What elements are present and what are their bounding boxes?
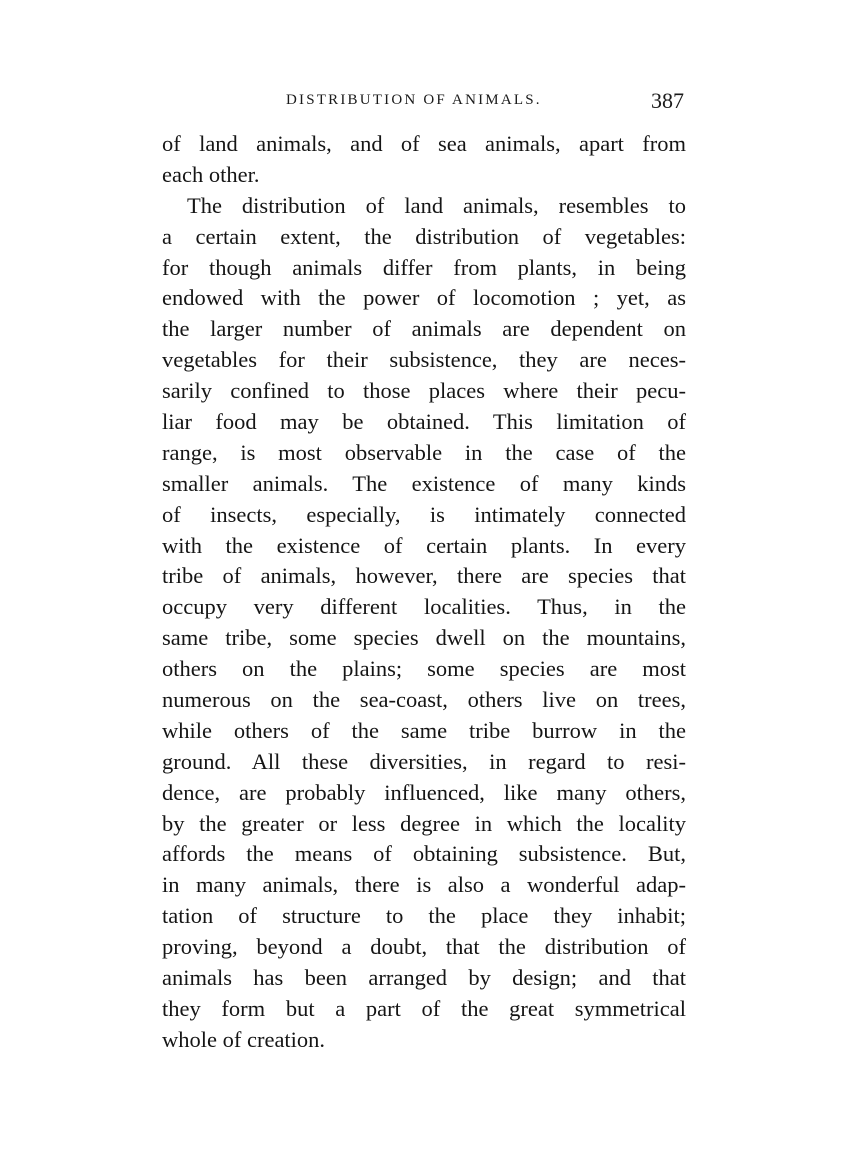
text-line: The distribution of land animals, resembles to xyxy=(187,192,686,218)
text-line: the larger number of animals are dependent on xyxy=(162,316,686,342)
running-title: DISTRIBUTION OF ANIMALS. xyxy=(286,92,542,108)
text-line: endowed with the power of locomotion ; yet, as xyxy=(162,285,686,311)
text-line: tribe of animals, however, there are species that xyxy=(162,563,686,589)
text-line: in many animals, there is also a wonderful adap- xyxy=(162,872,686,898)
text-line: by the greater or less degree in which the locality xyxy=(162,810,686,836)
text-line: each other. xyxy=(162,161,260,187)
text-line: occupy very different localities. Thus, in the xyxy=(162,594,686,620)
text-line: a certain extent, the distribution of vegetables: xyxy=(162,223,686,249)
text-line: animals has been arranged by design; and that xyxy=(162,965,686,991)
text-line: ground. All these diversities, in regard to resi- xyxy=(162,748,686,774)
text-line: smaller animals. The existence of many kinds xyxy=(162,470,686,496)
text-line: same tribe, some species dwell on the mountains, xyxy=(162,625,686,651)
page-number: 387 xyxy=(651,88,684,113)
text-line: of land animals, and of sea animals, apart from xyxy=(162,131,686,156)
text-line: affords the means of obtaining subsistence. But, xyxy=(162,841,686,867)
text-line: tation of structure to the place they inhabit; xyxy=(162,903,686,929)
text-line: range, is most observable in the case of the xyxy=(162,439,686,465)
text-line: they form but a part of the great symmetrical xyxy=(162,995,686,1021)
text-line: dence, are probably influenced, like many others, xyxy=(162,779,686,805)
text-line: proving, beyond a doubt, that the distribution of xyxy=(162,934,686,960)
text-line: with the existence of certain plants. In every xyxy=(162,532,686,558)
text-line: while others of the same tribe burrow in the xyxy=(162,717,686,743)
text-line: of insects, especially, is intimately connected xyxy=(162,501,686,527)
running-head xyxy=(162,90,686,118)
text-line: liar food may be obtained. This limitation of xyxy=(162,409,686,435)
text-line: vegetables for their subsistence, they are neces- xyxy=(162,347,686,373)
text-line: for though animals differ from plants, in being xyxy=(162,254,686,280)
text-line: numerous on the sea-coast, others live on trees, xyxy=(162,687,686,713)
text-line: sarily confined to those places where their pecu- xyxy=(162,378,686,404)
body-text xyxy=(162,129,686,1056)
text-line: others on the plains; some species are most xyxy=(162,656,686,682)
text-line: whole of creation. xyxy=(162,1026,326,1052)
